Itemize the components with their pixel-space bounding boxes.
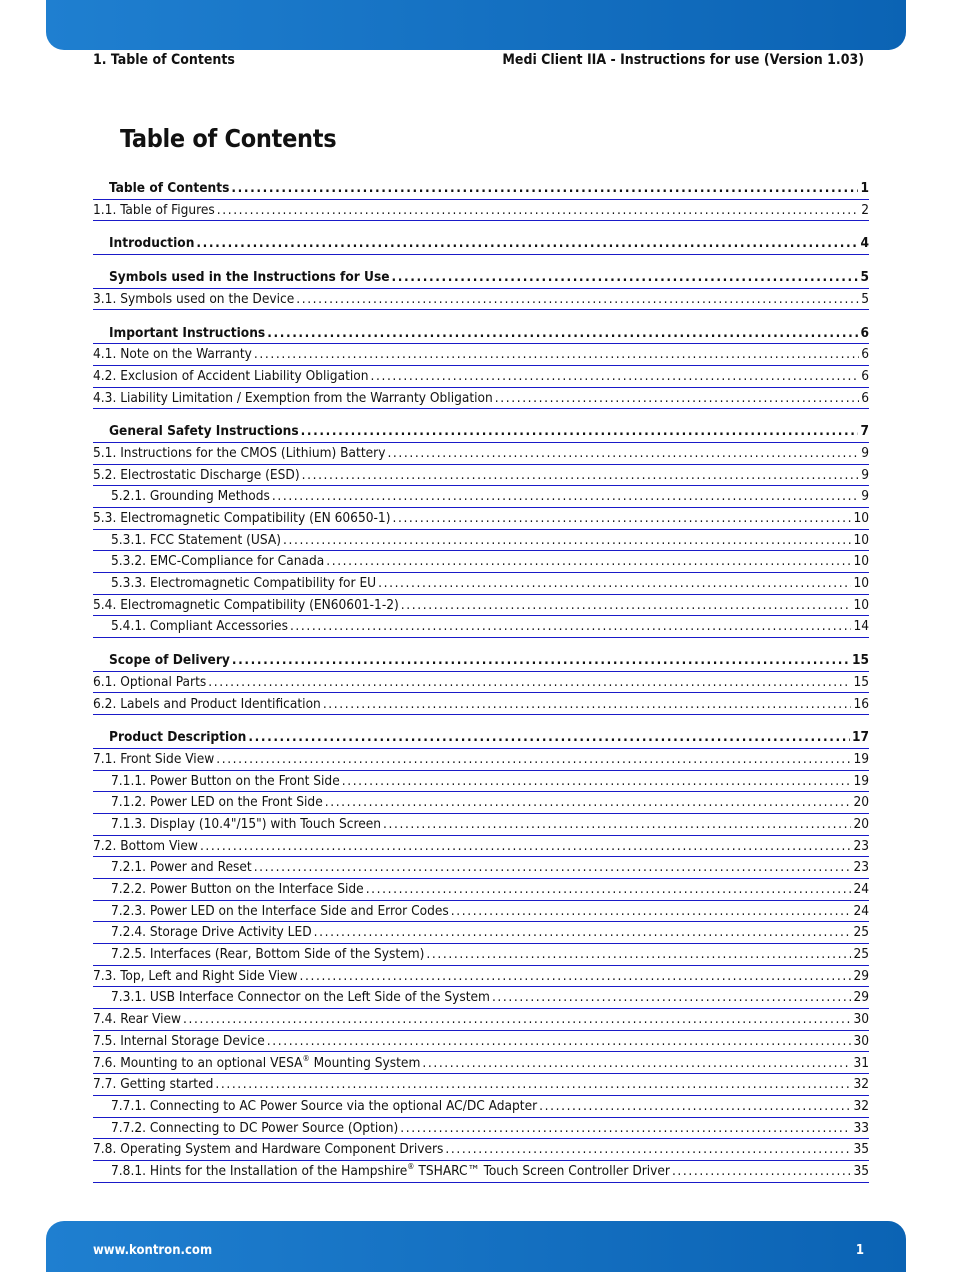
toc-entry[interactable]: 5.3.2. EMC-Compliance for Canada ..... 10 (93, 551, 869, 573)
toc-entry[interactable]: 7.2. Bottom View ..... 23 (93, 836, 869, 858)
toc-entry[interactable]: 6.1. Optional Parts ..... 15 (93, 672, 869, 694)
running-header-section: 1. Table of Contents (93, 52, 235, 68)
toc-entry[interactable]: 7.1. Front Side View ..... 19 (93, 749, 869, 771)
toc-entry[interactable]: 5.4.1. Compliant Accessories ..... 14 (93, 616, 869, 638)
footer-url[interactable]: www.kontron.com (93, 1243, 213, 1258)
toc-entry[interactable]: 7.3.1. USB Interface Connector on the Left Side of the System ..... 29 (93, 987, 869, 1009)
toc-entry[interactable]: 4.1. Note on the Warranty ..... 6 (93, 344, 869, 366)
toc-entry[interactable]: 5.1. Instructions for the CMOS (Lithium) Battery ..... 9 (93, 443, 869, 465)
toc-entry[interactable]: 7.1.2. Power LED on the Front Side ..... 20 (93, 792, 869, 814)
header-band (46, 0, 906, 50)
toc-entry[interactable]: 5.3.1. FCC Statement (USA) ..... 10 (93, 530, 869, 552)
toc-entry[interactable]: 7.5. Internal Storage Device ..... 30 (93, 1031, 869, 1053)
toc-entry[interactable]: 5.3. Electromagnetic Compatibility (EN 60650-1) ..... 10 (93, 508, 869, 530)
footer-band (46, 1221, 906, 1272)
toc-entry[interactable]: 7.8.1. Hints for the Installation of the Hampshire® TSHARC™ Touch Screen Controller Driver ..... 35 (93, 1161, 869, 1183)
toc-entry[interactable]: 6.2. Labels and Product Identification ..... 16 (93, 693, 869, 715)
toc-entry[interactable]: General Safety Instructions ..... 7 (93, 421, 869, 443)
toc-entry[interactable]: Scope of Delivery ..... 15 (93, 650, 869, 672)
toc-entry[interactable]: 4.2. Exclusion of Accident Liability Obligation ..... 6 (93, 366, 869, 388)
footer-page-number: 1 (855, 1243, 864, 1258)
toc-entry[interactable]: 7.2.5. Interfaces (Rear, Bottom Side of the System) ..... 25 (93, 944, 869, 966)
toc-entry[interactable]: 7.2.4. Storage Drive Activity LED ..... 25 (93, 922, 869, 944)
toc-entry[interactable]: 3.1. Symbols used on the Device ..... 5 (93, 289, 869, 311)
registered-mark: ® (407, 1161, 415, 1171)
running-header-doc-title: Medi Client IIA - Instructions for use (Version 1.03) (502, 52, 864, 68)
toc-entry[interactable]: 7.4. Rear View ..... 30 (93, 1009, 869, 1031)
toc-entry[interactable]: Symbols used in the Instructions for Use ..... 5 (93, 267, 869, 289)
toc-entry[interactable]: 7.3. Top, Left and Right Side View ..... 29 (93, 966, 869, 988)
toc-entry[interactable]: 7.8. Operating System and Hardware Component Drivers ..... 35 (93, 1139, 869, 1161)
toc-entry[interactable]: 5.4. Electromagnetic Compatibility (EN60601-1-2) ..... 10 (93, 595, 869, 617)
toc-entry[interactable]: 5.2. Electrostatic Discharge (ESD) ..... 9 (93, 465, 869, 487)
toc-entry[interactable]: Important Instructions ..... 6 (93, 322, 869, 344)
toc-entry[interactable]: 1.1. Table of Figures ..... 2 (93, 200, 869, 222)
toc-entry[interactable]: Introduction ..... 4 (93, 233, 869, 255)
toc-entry[interactable]: 7.7.2. Connecting to DC Power Source (Option) ..... 33 (93, 1118, 869, 1140)
toc-list (93, 178, 869, 1183)
toc-entry[interactable]: 7.6. Mounting to an optional VESA® Mounting System ..... 31 (93, 1052, 869, 1074)
toc-entry[interactable]: 7.7.1. Connecting to AC Power Source via the optional AC/DC Adapter ..... 32 (93, 1096, 869, 1118)
toc-entry[interactable]: Product Description ..... 17 (93, 727, 869, 749)
toc-entry[interactable]: 7.1.3. Display (10.4"/15") with Touch Screen ..... 20 (93, 814, 869, 836)
toc-entry[interactable]: 7.1.1. Power Button on the Front Side ..... 19 (93, 771, 869, 793)
toc-entry[interactable]: 5.2.1. Grounding Methods ..... 9 (93, 486, 869, 508)
toc-entry[interactable]: 7.2.1. Power and Reset ..... 23 (93, 857, 869, 879)
toc-entry[interactable]: 7.7. Getting started ..... 32 (93, 1074, 869, 1096)
registered-mark: ® (302, 1053, 310, 1063)
toc-entry[interactable]: Table of Contents ..... 1 (93, 178, 869, 200)
toc-entry[interactable]: 7.2.2. Power Button on the Interface Side ..... 24 (93, 879, 869, 901)
toc-entry[interactable]: 4.3. Liability Limitation / Exemption from the Warranty Obligation ..... 6 (93, 388, 869, 410)
page-title: Table of Contents (120, 124, 337, 153)
toc-entry[interactable]: 7.2.3. Power LED on the Interface Side and Error Codes ..... 24 (93, 901, 869, 923)
toc-entry[interactable]: 5.3.3. Electromagnetic Compatibility for EU ..... 10 (93, 573, 869, 595)
